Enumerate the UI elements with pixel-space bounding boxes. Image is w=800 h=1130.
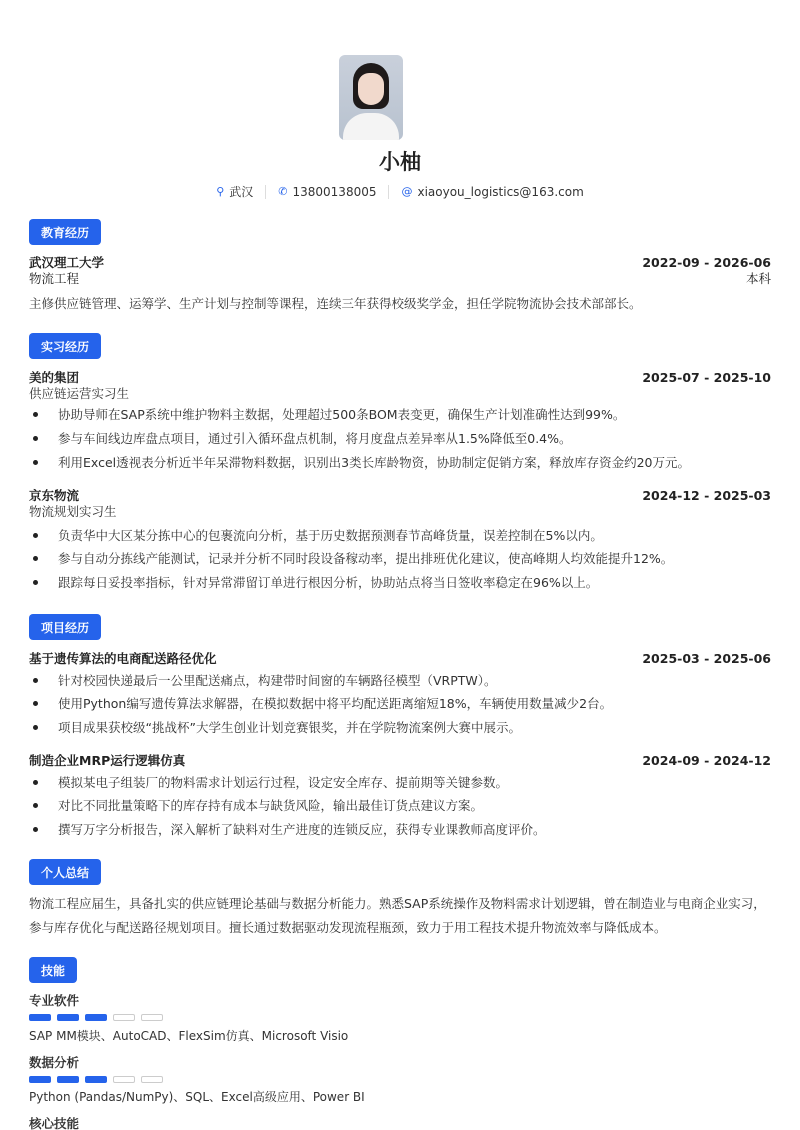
section-internship: 实习经历 (29, 333, 101, 359)
section-summary: 个人总结 (29, 859, 101, 885)
summary-text: 物流工程应届生，具备扎实的供应链理论基础与数据分析能力。熟悉SAP系统操作及物料需求计划逻辑，曾在制造业与电商企业实习，参与库存优化与配送路径规划项目。擅长通过数据驱动发现流程瓶颈，致力于用工程技术提升物流效率与降低成本。 (29, 896, 766, 935)
company: 京东物流 (29, 488, 80, 503)
list-item: 模拟某电子组装厂的物料需求计划运行过程，设定安全库存、提前期等关键参数。 (29, 774, 771, 791)
project-header (29, 752, 771, 769)
profile-photo (339, 55, 403, 140)
list-item: 跟踪每日妥投率指标，针对异常滞留订单进行根因分析，协助站点将当日签收率稳定在96%以上。 (29, 574, 771, 591)
skill-level-bar (29, 1076, 163, 1083)
project-header (29, 650, 771, 667)
school: 武汉理工大学 (29, 255, 105, 270)
email-icon: @ (401, 185, 413, 198)
divider (265, 185, 266, 199)
candidate-name: 小柚 (379, 150, 421, 174)
list-item: 撰写万字分析报告，深入解析了缺料对生产进度的连锁反应，获得专业课教师高度评价。 (29, 821, 771, 838)
contact-bar (0, 183, 800, 200)
level-segment (29, 1076, 51, 1083)
list-item: 利用Excel透视表分析近半年呆滞物料数据，识别出3类长库龄物资，协助制定促销方案，释放库存资金约20万元。 (29, 454, 771, 471)
education-sub (29, 270, 771, 287)
skill-name: 专业软件 (29, 993, 80, 1008)
company: 美的集团 (29, 370, 80, 385)
dates: 2025-07 - 2025-10 (642, 370, 771, 385)
degree: 本科 (745, 271, 771, 286)
email[interactable]: xiaoyou_logistics@163.com (417, 184, 584, 199)
list-item: 针对校园快递最后一公里配送痛点，构建带时间窗的车辆路径模型（VRPTW）。 (29, 672, 771, 689)
section-skills: 技能 (29, 957, 77, 983)
job-header (29, 487, 771, 504)
level-segment (113, 1014, 135, 1021)
skill-name: 核心技能 (29, 1116, 80, 1130)
list-item: 参与自动分拣线产能测试，记录并分析不同时段设备稼动率，提出排班优化建议，使高峰期人均效能提升12%。 (29, 550, 771, 567)
education-header (29, 254, 771, 271)
level-segment (85, 1076, 107, 1083)
job-role: 物流规划实习生 (29, 504, 117, 519)
skill-level-bar (29, 1014, 163, 1021)
level-segment (141, 1076, 163, 1083)
project-title: 基于遗传算法的电商配送路径优化 (29, 651, 217, 666)
dates: 2022-09 - 2026-06 (642, 255, 771, 270)
divider (388, 185, 389, 199)
level-segment (57, 1076, 79, 1083)
list-item: 协助导师在SAP系统中维护物料主数据，处理超过500条BOM表变更，确保生产计划准确性达到99%。 (29, 406, 771, 423)
list-item: 参与车间线边库盘点项目，通过引入循环盘点机制，将月度盘点差异率从1.5%降低至0.4%。 (29, 430, 771, 447)
list-item: 对比不同批量策略下的库存持有成本与缺货风险，输出最佳订货点建议方案。 (29, 797, 771, 814)
level-segment (57, 1014, 79, 1021)
location-icon: ⚲ (216, 185, 225, 198)
level-segment (29, 1014, 51, 1021)
project-title: 制造企业MRP运行逻辑仿真 (29, 753, 186, 768)
list-item: 负责华中大区某分拣中心的包裹流向分析，基于历史数据预测春节高峰货量，误差控制在5%以内。 (29, 527, 771, 544)
dates: 2024-12 - 2025-03 (642, 488, 771, 503)
major: 物流工程 (29, 271, 80, 286)
location: 武汉 (229, 185, 254, 199)
section-projects: 项目经历 (29, 614, 101, 640)
job-role: 供应链运营实习生 (29, 386, 130, 401)
section-education: 教育经历 (29, 219, 101, 245)
list-item: 项目成果获校级“挑战杯”大学生创业计划竞赛银奖，并在学院物流案例大赛中展示。 (29, 719, 771, 736)
phone-icon: ✆ (278, 185, 288, 198)
skill-items: SAP MM模块、AutoCAD、FlexSim仿真、Microsoft Visio (29, 1029, 349, 1043)
level-segment (85, 1014, 107, 1021)
phone: 13800138005 (292, 184, 377, 199)
level-segment (113, 1076, 135, 1083)
list-item: 使用Python编写遗传算法求解器，在模拟数据中将平均配送距离缩短18%，车辆使用数量减少2台。 (29, 695, 771, 712)
level-segment (141, 1014, 163, 1021)
job-header (29, 369, 771, 386)
skill-name: 数据分析 (29, 1055, 80, 1070)
education-desc: 主修供应链管理、运筹学、生产计划与控制等课程，连续三年获得校级奖学金，担任学院物流协会技术部部长。 (29, 296, 642, 311)
dates: 2025-03 - 2025-06 (642, 651, 771, 666)
dates: 2024-09 - 2024-12 (642, 753, 771, 768)
skill-items: Python (Pandas/NumPy)、SQL、Excel高级应用、Power BI (29, 1090, 365, 1104)
